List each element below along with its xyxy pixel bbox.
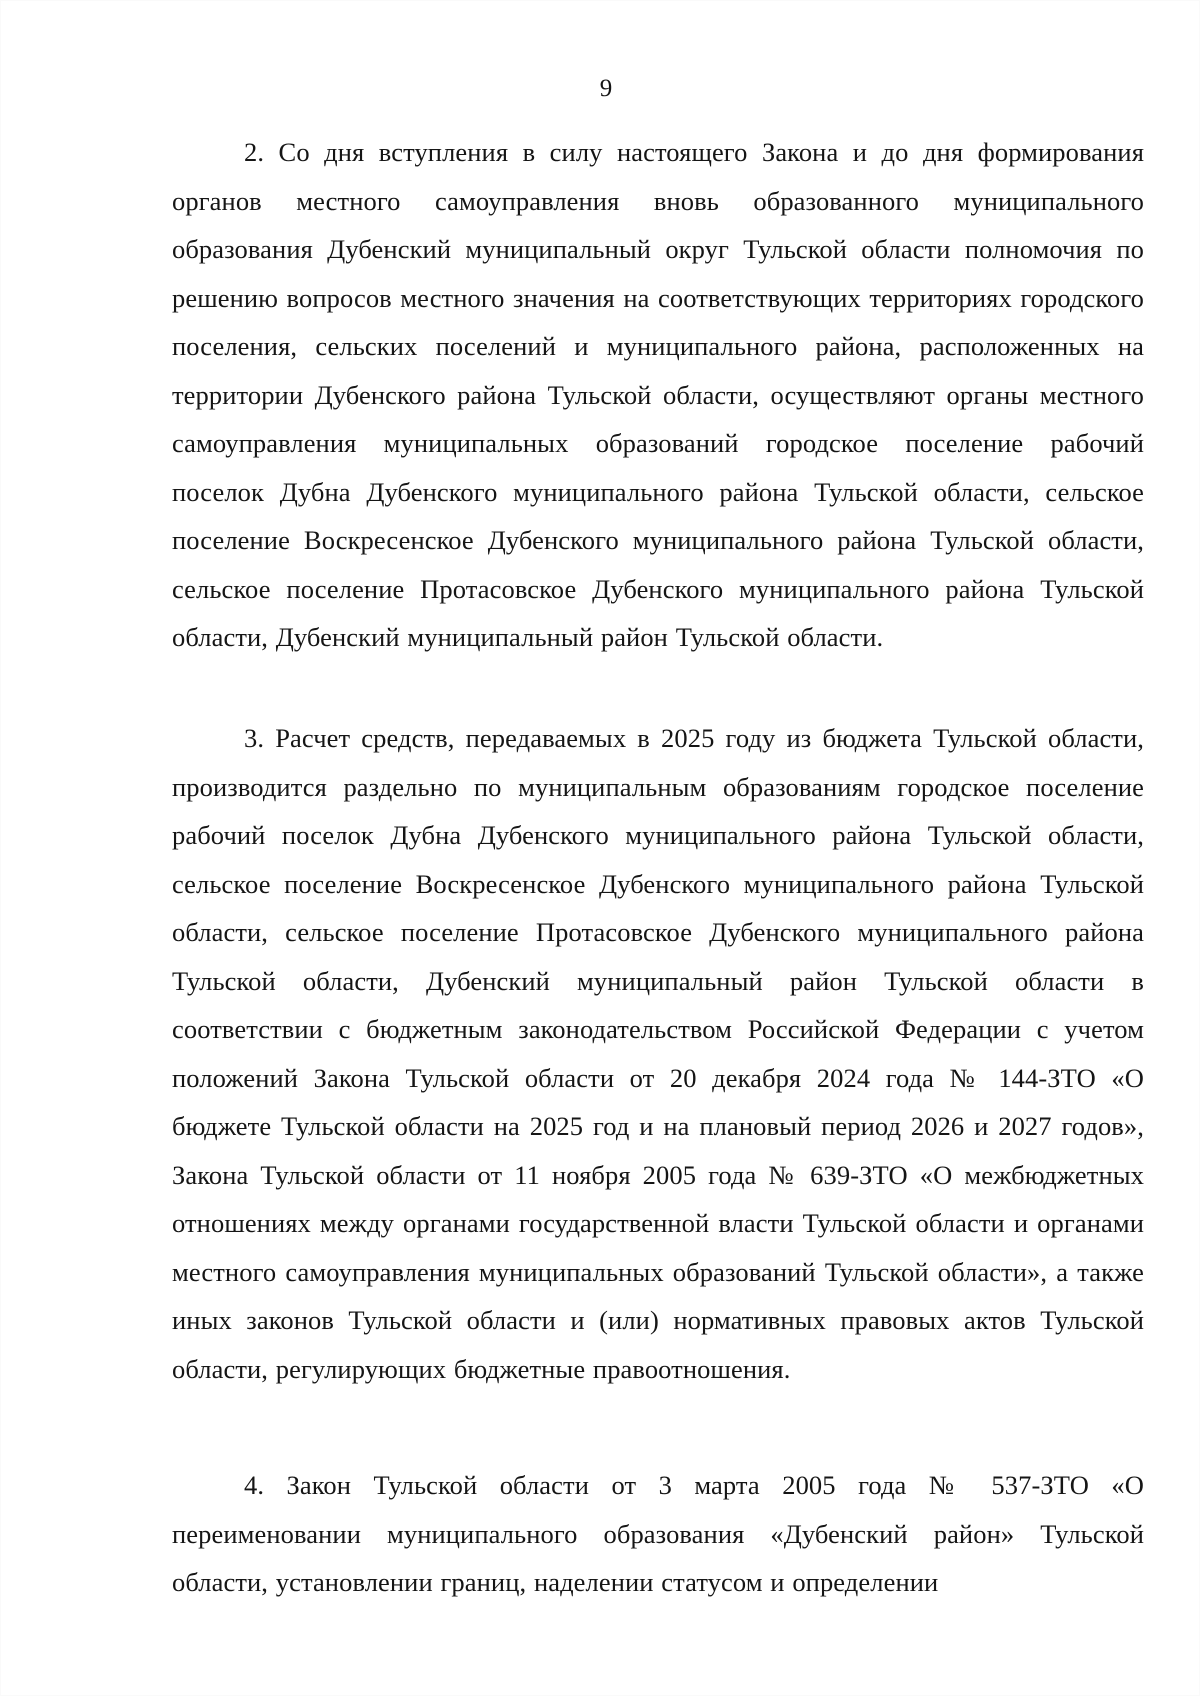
page-number: 9 (599, 75, 613, 102)
paragraph-3: 3. Расчет средств, передаваемых в 2025 году из бюджета Тульской области, производится раздельно по муниципальным образованиям городское поселение рабочий поселок Дубна Дубенского муниципального района Тульской области, сельское поселение Воскресенское Дубенского муниципального района Тульской области, сельское поселение Протасовское Дубенского муниципального района Тульской области, Дубенский муниципальный район Тульской области в соответствии с бюджетным законодательством Российской Федерации с учетом положений Закона Тульской области от 20 декабря 2024 года № 144-ЗТО «О бюджете Тульской области на 2025 год и на плановый период 2026 и 2027 годов», Закона Тульской области от 11 ноября 2005 года № 639-ЗТО «О межбюджетных отношениях между органами государственной власти Тульской области и органами местного самоуправления муниципальных образований Тульской области», а также иных законов Тульской области и (или) нормативных правовых актов Тульской области, регулирующих бюджетные правоотношения. (172, 723, 1144, 1384)
paragraph-2: 2. Со дня вступления в силу настоящего Закона и до дня формирования органов местного самоуправления вновь образованного муниципального образования Дубенский муниципальный округ Тульской области полномочия по решению вопросов местного значения на соответствующих территориях городского поселения, сельских поселений и муниципального района, расположенных на территории Дубенского района Тульской области, осуществляют органы местного самоуправления муниципальных образований городское поселение рабочий поселок Дубна Дубенского муниципального района Тульской области, сельское поселение Воскресенское Дубенского муниципального района Тульской области, сельское поселение Протасовское Дубенского муниципального района Тульской области, Дубенский муниципальный район Тульской области. (172, 137, 1144, 652)
paragraph-4: 4. Закон Тульской области от 3 марта 2005 года № 537-ЗТО «О переименовании муниципального образования «Дубенский район» Тульской области, установлении границ, наделении статусом и определении (172, 1470, 1144, 1597)
